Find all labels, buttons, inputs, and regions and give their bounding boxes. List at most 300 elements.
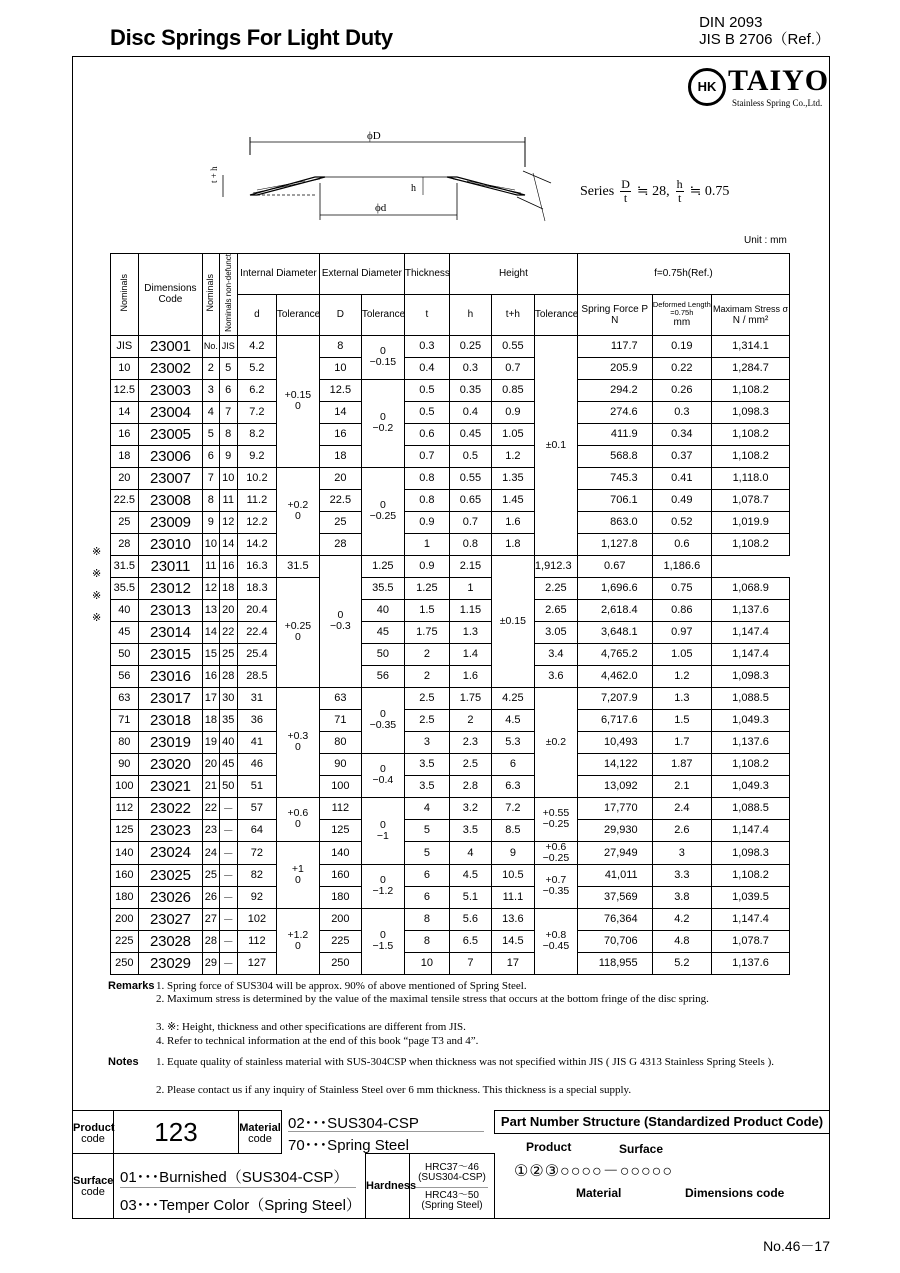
cell-t-plus-h: 4.5 <box>491 709 534 731</box>
cell-spring-force: 706.1 <box>577 489 652 511</box>
cell-dimension-code: 23014 <box>138 621 203 643</box>
hardness-label: Hardness <box>365 1153 410 1219</box>
cell-dimension-code: 23015 <box>138 643 203 665</box>
cell-spring-force: 568.8 <box>577 445 652 467</box>
cell-nominal-non-defunct: 30 <box>219 687 237 709</box>
cell-nominal: 35.5 <box>111 577 139 599</box>
cell-nominal: 28 <box>111 533 139 555</box>
cell-h: 6.5 <box>449 930 491 952</box>
cell-tol-D: 0 −1.5 <box>361 908 404 974</box>
note-2: 2. Please contact us if any inquiry of Stainless Steel over 6 mm thickness. This thickness is a special supply. <box>156 1084 632 1096</box>
page-title: Disc Springs For Light Duty <box>110 25 393 50</box>
cell-no: 15 <box>203 643 219 665</box>
cell-max-stress: 1,039.5 <box>712 886 790 908</box>
cell-dimension-code: 23025 <box>138 864 203 886</box>
cell-max-stress: 1,108.2 <box>712 379 790 401</box>
cell-d: 9.2 <box>237 445 276 467</box>
cell-t-plus-h: 0.7 <box>491 357 534 379</box>
cell-nominal-non-defunct: 10 <box>219 467 237 489</box>
surface-option-2: 03･･･Temper Color（Spring Steel） <box>120 1197 361 1214</box>
cell-nominal-non-defunct: 50 <box>219 775 237 797</box>
cell-D: 16 <box>319 423 361 445</box>
product-label-box: Product code <box>72 1110 114 1154</box>
cell-spring-force: 10,493 <box>577 731 652 753</box>
cell-deformed-length: 0.3 <box>652 401 711 423</box>
cell-d: 12.2 <box>237 511 276 533</box>
cell-nominal-non-defunct: － <box>219 908 237 930</box>
th-dimcode: Dimensions Code <box>138 254 203 336</box>
cell-h: 7 <box>449 952 491 974</box>
material-option-2: 70･･･Spring Steel <box>288 1137 409 1154</box>
cell-nominal-non-defunct: － <box>219 886 237 908</box>
cell-deformed-length: 0.41 <box>652 467 711 489</box>
pn-digits: ①②③○○○○－○○○○○ <box>514 1163 674 1180</box>
cell-nominal-non-defunct: 16 <box>219 555 237 577</box>
cell-spring-force: 13,092 <box>577 775 652 797</box>
cell-t: 0.7 <box>404 445 449 467</box>
cell-dimension-code: 23008 <box>138 489 203 511</box>
spec-table <box>110 253 790 975</box>
cell-max-stress: 1,049.3 <box>712 775 790 797</box>
cell-max-stress: 1,284.7 <box>712 357 790 379</box>
cell-h: 2 <box>449 709 491 731</box>
cell-no: 16 <box>203 665 219 687</box>
cell-tol-D: 0 −0.2 <box>361 379 404 467</box>
cell-nominal: 10 <box>111 357 139 379</box>
th-stress: Maximam Stress σ N / mm² <box>712 294 790 335</box>
cell-spring-force: 14,122 <box>577 753 652 775</box>
table-row <box>111 775 790 797</box>
cell-no: 18 <box>203 709 219 731</box>
cell-no: No. <box>203 335 219 357</box>
cell-dimension-code: 23027 <box>138 908 203 930</box>
cell-t-plus-h: 2.65 <box>534 599 577 621</box>
cell-t: 1 <box>404 533 449 555</box>
cell-D: 10 <box>319 357 361 379</box>
cell-h: 2.5 <box>449 753 491 775</box>
cell-no: 20 <box>203 753 219 775</box>
cell-d: 51 <box>237 775 276 797</box>
cell-t: 0.8 <box>404 489 449 511</box>
cell-nominal-non-defunct: 20 <box>219 599 237 621</box>
cell-d: 112 <box>237 930 276 952</box>
cell-t: 6 <box>404 864 449 886</box>
cell-D: 20 <box>319 467 361 489</box>
cell-nominal: 225 <box>111 930 139 952</box>
cell-t-plus-h: 0.55 <box>491 335 534 357</box>
cell-t-plus-h: 1.45 <box>491 489 534 511</box>
cell-deformed-length: 0.26 <box>652 379 711 401</box>
cell-h: 0.45 <box>449 423 491 445</box>
cell-d: 28.5 <box>237 665 276 687</box>
cell-max-stress: 1,314.1 <box>712 335 790 357</box>
table-row <box>111 533 790 555</box>
th-internal: Internal Diameter <box>237 254 319 295</box>
cell-tol-d: +1.2 0 <box>276 908 319 974</box>
cell-t: 0.8 <box>404 467 449 489</box>
cell-tol-D: 0 −0.25 <box>361 467 404 555</box>
h-label: h <box>411 183 416 194</box>
cell-t-plus-h: 5.3 <box>491 731 534 753</box>
cell-deformed-length: 0.52 <box>652 511 711 533</box>
cell-h: 1.3 <box>449 621 491 643</box>
cell-nominal: 200 <box>111 908 139 930</box>
cell-deformed-length: 3 <box>652 841 711 864</box>
cell-deformed-length: 1.5 <box>652 709 711 731</box>
cell-tol-D: 0 −0.4 <box>361 753 404 797</box>
cell-t: 3.5 <box>404 775 449 797</box>
cell-t: 0.3 <box>404 335 449 357</box>
cell-spring-force: 1,696.6 <box>577 577 652 599</box>
cell-spring-force: 27,949 <box>577 841 652 864</box>
cell-dimension-code: 23007 <box>138 467 203 489</box>
cell-tol-h: +0.8 −0.45 <box>534 908 577 974</box>
th-nominals3: Nominals non-defunct <box>219 254 237 336</box>
cell-d: 41 <box>237 731 276 753</box>
cell-nominal-non-defunct: 18 <box>219 577 237 599</box>
cell-no: 8 <box>203 489 219 511</box>
cell-nominal: 25 <box>111 511 139 533</box>
cell-spring-force: 4,462.0 <box>577 665 652 687</box>
cell-d: 36 <box>237 709 276 731</box>
cell-no: 7 <box>203 467 219 489</box>
cell-t-plus-h: 2.15 <box>449 555 491 577</box>
cell-max-stress: 1,108.2 <box>712 423 790 445</box>
cell-spring-force: 1,912.3 <box>534 555 577 577</box>
cell-dimension-code: 23011 <box>138 555 203 577</box>
cell-deformed-length: 0.49 <box>652 489 711 511</box>
cell-nominal-non-defunct: 8 <box>219 423 237 445</box>
cell-h: 5.1 <box>449 886 491 908</box>
cell-t: 10 <box>404 952 449 974</box>
table-row <box>111 577 790 599</box>
cell-nominal-non-defunct: 7 <box>219 401 237 423</box>
cell-deformed-length: 1.2 <box>652 665 711 687</box>
cell-dimension-code: 23013 <box>138 599 203 621</box>
cell-nominal-non-defunct: － <box>219 819 237 841</box>
table-row <box>111 731 790 753</box>
cell-t-plus-h: 0.85 <box>491 379 534 401</box>
cell-nominal-non-defunct: 25 <box>219 643 237 665</box>
jis-difference-mark: ※ <box>92 612 102 624</box>
cell-nominal: 56 <box>111 665 139 687</box>
cell-tol-h: ±0.2 <box>534 687 577 797</box>
cell-dimension-code: 23021 <box>138 775 203 797</box>
company-logo <box>688 64 830 110</box>
cell-nominal-non-defunct: － <box>219 797 237 819</box>
cell-spring-force: 1,127.8 <box>577 533 652 555</box>
table-row <box>111 599 790 621</box>
jis-difference-mark: ※ <box>92 568 102 580</box>
cell-t: 5 <box>404 841 449 864</box>
cell-h: 0.8 <box>449 533 491 555</box>
hardness-values: HRC37～46 (SUS304-CSP) HRC43～50 (Spring Steel) <box>409 1153 495 1219</box>
cell-spring-force: 2,618.4 <box>577 599 652 621</box>
cell-h: 3.2 <box>449 797 491 819</box>
cell-D: 14 <box>319 401 361 423</box>
cell-spring-force: 4,765.2 <box>577 643 652 665</box>
cell-nominal-non-defunct: 11 <box>219 489 237 511</box>
cell-d: 72 <box>237 841 276 864</box>
cell-no: 13 <box>203 599 219 621</box>
cell-nominal-non-defunct: 6 <box>219 379 237 401</box>
cell-max-stress: 1,068.9 <box>712 577 790 599</box>
ratio-h-t: $\frac{h}{t}$ <box>676 177 683 205</box>
cell-tol-h: +0.6 −0.25 <box>534 841 577 864</box>
ratio-value-1: ≒ 28, <box>636 184 670 199</box>
cell-deformed-length: 0.67 <box>577 555 652 577</box>
cell-t-plus-h: 8.5 <box>491 819 534 841</box>
cell-h: 0.35 <box>449 379 491 401</box>
cell-h: 2.3 <box>449 731 491 753</box>
cell-spring-force: 117.7 <box>577 335 652 357</box>
cell-spring-force: 274.6 <box>577 401 652 423</box>
cell-dimension-code: 23016 <box>138 665 203 687</box>
cell-h: 0.9 <box>404 555 449 577</box>
table-row <box>111 357 790 379</box>
cell-D: 180 <box>319 886 361 908</box>
cell-D: 90 <box>319 753 361 775</box>
remark-3: 3. ※: Height, thickness and other specifications are different from JIS. <box>156 1021 466 1033</box>
cell-nominal-non-defunct: 35 <box>219 709 237 731</box>
cell-deformed-length: 1.3 <box>652 687 711 709</box>
cell-D: 45 <box>361 621 404 643</box>
cell-h: 0.3 <box>449 357 491 379</box>
cell-t-plus-h: 14.5 <box>491 930 534 952</box>
cell-spring-force: 205.9 <box>577 357 652 379</box>
cell-deformed-length: 0.34 <box>652 423 711 445</box>
cell-nominal-non-defunct: 40 <box>219 731 237 753</box>
cell-D: 31.5 <box>276 555 319 577</box>
cell-nominal-non-defunct: 5 <box>219 357 237 379</box>
cell-t-plus-h: 3.6 <box>534 665 577 687</box>
surface-label-box: Surface code <box>72 1153 114 1219</box>
cell-spring-force: 17,770 <box>577 797 652 819</box>
cell-deformed-length: 0.75 <box>652 577 711 599</box>
th-f: f=0.75h(Ref.) <box>577 254 789 295</box>
cell-spring-force: 76,364 <box>577 908 652 930</box>
th-D: D <box>319 294 361 335</box>
std-jis: JIS B 2706（Ref.） <box>699 31 830 48</box>
cell-spring-force: 70,706 <box>577 930 652 952</box>
phi-D-label: ϕD <box>367 130 381 142</box>
cell-spring-force: 37,569 <box>577 886 652 908</box>
cell-no: 5 <box>203 423 219 445</box>
pn-material: Material <box>576 1186 622 1200</box>
cell-h: 2.8 <box>449 775 491 797</box>
cell-D: 63 <box>319 687 361 709</box>
cell-tol-d: +0.6 0 <box>276 797 319 841</box>
cell-D: 250 <box>319 952 361 974</box>
cell-t-plus-h: 0.9 <box>491 401 534 423</box>
cell-t: 3.5 <box>404 753 449 775</box>
cell-h: 1.15 <box>449 599 491 621</box>
cell-dimension-code: 23017 <box>138 687 203 709</box>
cell-deformed-length: 4.2 <box>652 908 711 930</box>
cell-t-plus-h: 2.25 <box>534 577 577 599</box>
cell-deformed-length: 5.2 <box>652 952 711 974</box>
cell-tol-D: 0 −0.3 <box>319 555 361 687</box>
cell-dimension-code: 23001 <box>138 335 203 357</box>
cell-t-plus-h: 1.2 <box>491 445 534 467</box>
cell-t: 3 <box>404 731 449 753</box>
th-force: Spring Force P N <box>577 294 652 335</box>
ratio-value-2: ≒ 0.75 <box>689 184 730 199</box>
table-row <box>111 467 790 489</box>
cell-D: 200 <box>319 908 361 930</box>
cell-deformed-length: 0.97 <box>652 621 711 643</box>
cell-nominal-non-defunct: 9 <box>219 445 237 467</box>
table-row <box>111 864 790 886</box>
material-label-box: Material code <box>238 1110 282 1154</box>
cell-h: 0.65 <box>449 489 491 511</box>
unit-label: Unit : mm <box>744 235 787 246</box>
table-row <box>111 930 790 952</box>
cell-no: 27 <box>203 908 219 930</box>
cell-nominal: 80 <box>111 731 139 753</box>
cell-deformed-length: 0.22 <box>652 357 711 379</box>
cell-nominal: 31.5 <box>111 555 139 577</box>
cell-t: 1.25 <box>361 555 404 577</box>
cell-spring-force: 7,207.9 <box>577 687 652 709</box>
cell-deformed-length: 0.86 <box>652 599 711 621</box>
cell-nominal: 63 <box>111 687 139 709</box>
cell-spring-force: 3,648.1 <box>577 621 652 643</box>
cell-tol-h: +0.7 −0.35 <box>534 864 577 908</box>
cell-nominal: 22.5 <box>111 489 139 511</box>
table-row <box>111 841 790 864</box>
cell-no: 28 <box>203 930 219 952</box>
cell-dimension-code: 23002 <box>138 357 203 379</box>
cell-t: 8 <box>404 908 449 930</box>
cell-no: 17 <box>203 687 219 709</box>
cell-d: 82 <box>237 864 276 886</box>
cell-D: 40 <box>361 599 404 621</box>
cell-d: 64 <box>237 819 276 841</box>
cell-nominal: 18 <box>111 445 139 467</box>
cell-d: 57 <box>237 797 276 819</box>
cell-D: 160 <box>319 864 361 886</box>
t-plus-h-label: t + h <box>209 166 219 183</box>
cell-t: 2 <box>404 665 449 687</box>
th-d: d <box>237 294 276 335</box>
cell-t-plus-h: 11.1 <box>491 886 534 908</box>
remark-2: 2. Maximum stress is determined by the value of the maximal tensile stress that occurs at the bottom fringe of the disc spring. <box>156 993 709 1005</box>
table-row <box>111 753 790 775</box>
cell-nominal-non-defunct: － <box>219 930 237 952</box>
cell-nominal-non-defunct: 22 <box>219 621 237 643</box>
th-external: External Diameter <box>319 254 404 295</box>
cell-tol-D: 0 −1 <box>361 797 404 864</box>
cell-max-stress: 1,118.0 <box>712 467 790 489</box>
cell-max-stress: 1,147.4 <box>712 908 790 930</box>
cell-max-stress: 1,098.3 <box>712 665 790 687</box>
table-row <box>111 555 790 577</box>
cell-d: 46 <box>237 753 276 775</box>
cell-t: 1.25 <box>404 577 449 599</box>
cell-max-stress: 1,078.7 <box>712 930 790 952</box>
cell-max-stress: 1,108.2 <box>712 445 790 467</box>
material-option-1: 02･･･SUS304-CSP <box>288 1112 484 1132</box>
cell-dimension-code: 23005 <box>138 423 203 445</box>
table-row <box>111 401 790 423</box>
cell-h: 0.4 <box>449 401 491 423</box>
cell-t: 0.9 <box>404 511 449 533</box>
table-row <box>111 643 790 665</box>
th-nominals: Nominals <box>111 254 139 336</box>
cell-d: 127 <box>237 952 276 974</box>
cell-deformed-length: 3.3 <box>652 864 711 886</box>
cell-deformed-length: 2.1 <box>652 775 711 797</box>
cell-max-stress: 1,088.5 <box>712 797 790 819</box>
cell-nominal: 12.5 <box>111 379 139 401</box>
cell-d: 7.2 <box>237 401 276 423</box>
spec-table-wrap <box>110 253 790 972</box>
cell-nominal-non-defunct: － <box>219 841 237 864</box>
cell-nominal-non-defunct: － <box>219 952 237 974</box>
cell-tol-d: +0.2 0 <box>276 467 319 555</box>
logo-brand: TAIYO <box>728 64 830 97</box>
cell-max-stress: 1,108.2 <box>712 533 790 555</box>
cell-t-plus-h: 6.3 <box>491 775 534 797</box>
cell-dimension-code: 23023 <box>138 819 203 841</box>
jis-difference-mark: ※ <box>92 590 102 602</box>
cell-t: 0.5 <box>404 379 449 401</box>
cell-no: 21 <box>203 775 219 797</box>
cell-dimension-code: 23003 <box>138 379 203 401</box>
surface-option-1: 01･･･Burnished（SUS304-CSP） <box>120 1166 356 1188</box>
cell-max-stress: 1,019.9 <box>712 511 790 533</box>
series-label: Series <box>580 183 615 199</box>
cell-spring-force: 6,717.6 <box>577 709 652 731</box>
cell-nominal: 71 <box>111 709 139 731</box>
cell-t-plus-h: 10.5 <box>491 864 534 886</box>
spec-table-body <box>111 335 790 974</box>
cell-D: 25 <box>319 511 361 533</box>
cell-nominal-non-defunct: － <box>219 864 237 886</box>
cell-tol-D: 0 −0.15 <box>361 335 404 379</box>
pn-dims: Dimensions code <box>685 1186 785 1200</box>
cell-t-plus-h: 7.2 <box>491 797 534 819</box>
cell-deformed-length: 3.8 <box>652 886 711 908</box>
ratio-D-t: $\frac{D}{t}$ <box>621 177 630 205</box>
cell-D: 56 <box>361 665 404 687</box>
cell-t: 1.75 <box>404 621 449 643</box>
cell-nominal: 20 <box>111 467 139 489</box>
th-height: Height <box>449 254 577 295</box>
cell-h: 0.55 <box>449 467 491 489</box>
cell-dimension-code: 23009 <box>138 511 203 533</box>
cell-d: 5.2 <box>237 357 276 379</box>
cell-D: 28 <box>319 533 361 555</box>
cell-nominal: 125 <box>111 819 139 841</box>
cell-t-plus-h: 9 <box>491 841 534 864</box>
cell-t-plus-h: 3.4 <box>534 643 577 665</box>
cell-nominal: 50 <box>111 643 139 665</box>
cell-D: 18 <box>319 445 361 467</box>
jis-difference-mark: ※ <box>92 546 102 558</box>
cell-D: 80 <box>319 731 361 753</box>
cell-d: 102 <box>237 908 276 930</box>
phi-d-label: ϕd <box>375 202 387 214</box>
cell-nominal: 90 <box>111 753 139 775</box>
product-code: 123 <box>113 1110 239 1154</box>
cell-deformed-length: 4.8 <box>652 930 711 952</box>
cell-no: 10 <box>203 533 219 555</box>
cell-nominal: 160 <box>111 864 139 886</box>
cell-t: 0.4 <box>404 357 449 379</box>
cell-deformed-length: 1.7 <box>652 731 711 753</box>
